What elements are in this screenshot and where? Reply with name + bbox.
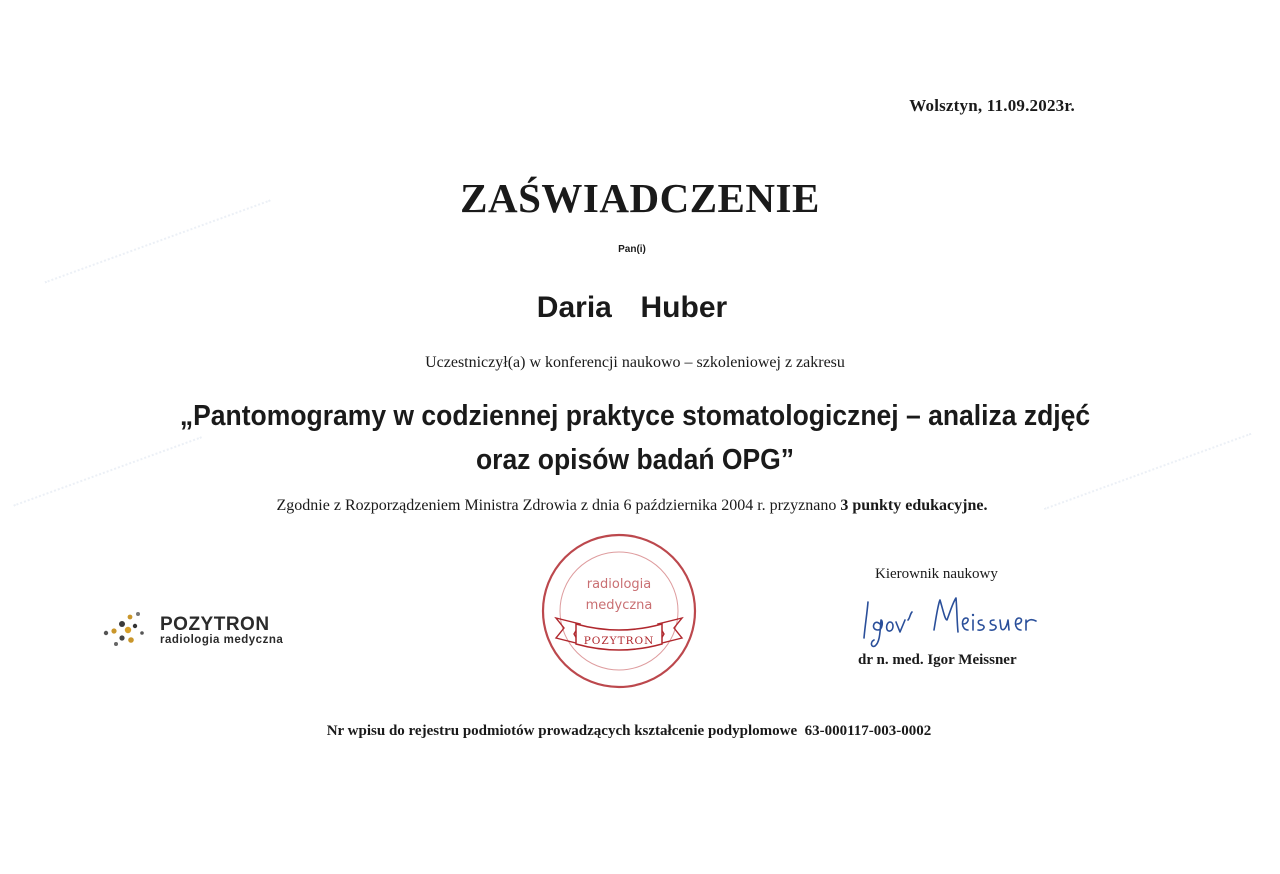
- salutation: Pan(i): [618, 244, 646, 255]
- legal-basis-text: Zgodnie z Rozporządzeniem Ministra Zdrowia z dnia 6 października 2004 r. przyznano: [276, 497, 841, 514]
- legal-basis: [0, 497, 1264, 515]
- signatory-role: Kierownik naukowy: [875, 566, 998, 582]
- logo-name: POZYTRON: [160, 614, 270, 635]
- signatory-name: dr n. med. Igor Meissner: [858, 652, 1017, 668]
- stamp-ribbon-text: POZYTRON: [583, 635, 655, 647]
- stamp-text-2: medyczna: [585, 598, 653, 613]
- registry-number: Nr wpisu do rejestru podmiotów prowadzących kształcenie podyplomowe 63-000117-003-0002: [326, 723, 932, 739]
- recipient-name: Daria Huber: [536, 291, 728, 324]
- handwritten-signature: [850, 590, 1060, 650]
- education-points: 3 punkty edukacyjne.: [840, 497, 988, 514]
- round-stamp: [540, 532, 698, 690]
- participation-text: Uczestniczył(a) w konferencji naukowo – szkoleniowej z zakresu: [425, 354, 845, 371]
- conference-topic-line-2: oraz opisów badań OPG”: [475, 444, 795, 476]
- conference-topic-line-1: „Pantomogramy w codziennej praktyce stomatologicznej – analiza zdjęć: [179, 400, 1091, 432]
- stamp-text-1: radiologia: [586, 577, 652, 592]
- logo-dots-icon: [100, 606, 160, 656]
- logo-subtitle: radiologia medyczna: [160, 634, 284, 646]
- place-and-date: Wolsztyn, 11.09.2023r.: [909, 96, 1075, 115]
- conference-topic: [137, 394, 1132, 482]
- company-logo: [100, 606, 350, 656]
- document-title: ZAŚWIADCZENIE: [460, 175, 820, 221]
